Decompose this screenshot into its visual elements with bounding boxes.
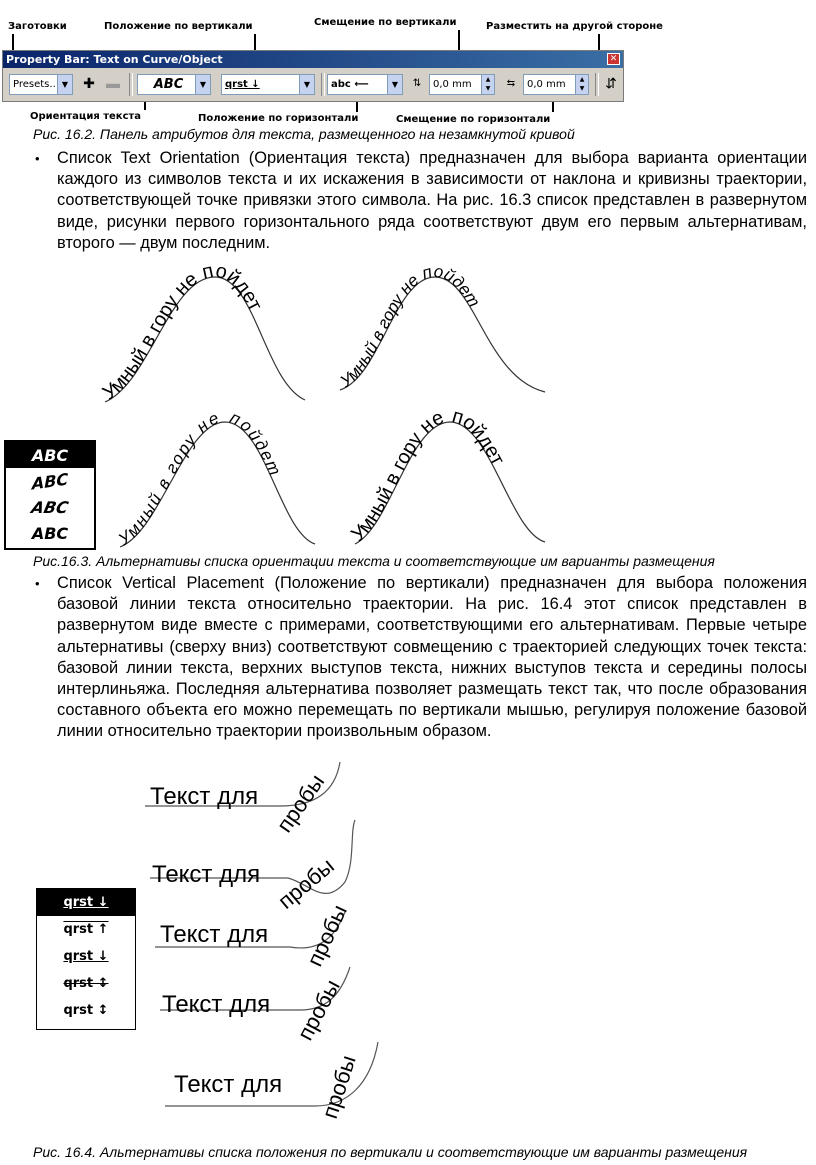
example-interline — [160, 967, 350, 1044]
paragraph-text-orientation: Список Text Orientation (Ориентация текста) предназначен для выбора варианта ориентации каждого из символов текста и их искажения в зависимости от наклона и кривизны траектории, соответствующей точке привязки этого символа. На рис. 16.3 список представлен в развернутом виде, рисунки первого горизонтального ряда соответствуют двум его первым альтернативам, второго — двум последним. — [57, 149, 807, 252]
vertical-placement-select[interactable] — [221, 74, 315, 95]
vertical-offset-value: 0,0 mm — [433, 79, 472, 90]
label-horizontal-placement: Положение по горизонтали — [198, 113, 359, 124]
vertical-offset-input[interactable] — [429, 74, 495, 95]
chevron-down-icon[interactable]: ▼ — [195, 75, 210, 94]
chevron-down-icon[interactable]: ▼ — [299, 75, 314, 94]
label-presets: Заготовки — [8, 21, 67, 32]
text-orientation-list[interactable] — [4, 440, 96, 550]
svg-text:Текст для: Текст для — [174, 1071, 283, 1098]
horizontal-offset-input[interactable] — [523, 74, 589, 95]
vertical-placement-value: qrst ↓ — [225, 79, 260, 90]
orientation-option[interactable]: ABC — [31, 523, 69, 543]
bullet-icon: • — [35, 151, 40, 166]
orientation-option[interactable]: ABC — [31, 468, 69, 494]
label-horizontal-offset: Смещение по горизонтали — [396, 114, 551, 125]
chevron-down-icon[interactable]: ▼ — [387, 75, 402, 94]
window-title: Property Bar: Text on Curve/Object — [6, 53, 223, 66]
horizontal-placement-value: abc ⟵ — [331, 79, 369, 90]
paragraph-vertical-placement: Список Vertical Placement (Положение по вертикали) предназначен для выбора положения базовой линии текста относительно траектории. На рис. 16.4 этот список представлен в развернутом виде вместе с примерами, соответствующими его альтернативам. Первые четыре альтернативы (сверху вниз) соответствуют совмещению с траекторией следующих точек текста: базовой линии текста, верхних выступов текста, нижних выступов текста и середины полосы интерлиньяжа. Последняя альтернатива позволяет размещать текст так, что после образования составного объекта его можно перемещать по вертикали мышью, регулируя положение базовой линии относительно траектории произвольным образом. — [57, 574, 807, 741]
svg-text:Текст для: Текст для — [162, 991, 271, 1018]
toolbar-separator — [321, 73, 325, 96]
svg-text:пробы: пробы — [273, 853, 339, 914]
example-ascender — [150, 820, 355, 914]
label-text-orientation: Ориентация текста — [30, 111, 142, 122]
svg-text:Текст для: Текст для — [150, 783, 259, 810]
vertical-option[interactable]: qrst ↓ — [63, 949, 109, 964]
place-other-side-button[interactable]: ⇵ — [601, 74, 621, 95]
example-baseline — [145, 762, 340, 837]
presets-select[interactable] — [9, 74, 73, 95]
vertical-option[interactable]: qrst ↓ — [37, 889, 135, 916]
label-place-other-side: Разместить на другой стороне — [486, 21, 663, 32]
toolbar-separator — [595, 73, 599, 96]
bullet-icon: • — [35, 576, 40, 591]
label-vertical-placement: Положение по вертикали — [104, 21, 253, 32]
chevron-down-icon[interactable]: ▼ — [57, 75, 72, 94]
toolbar-separator — [129, 73, 133, 96]
horizontal-placement-select[interactable] — [327, 74, 403, 95]
vertical-option[interactable]: qrst ↕ — [63, 1003, 109, 1018]
vertical-option[interactable]: qrst ↑ — [63, 922, 109, 937]
label-vertical-offset: Смещение по вертикали — [314, 17, 457, 28]
remove-preset-icon[interactable]: ▬ — [103, 74, 123, 95]
property-bar-title — [3, 51, 623, 68]
curve-text-upright: Умный в гору не пойдет — [347, 404, 509, 547]
figure-16-2-caption: Рис. 16.2. Панель атрибутов для текста, размещенного на незамкнутой кривой — [33, 126, 575, 142]
orientation-option[interactable]: ABC — [29, 497, 71, 517]
vertical-option[interactable]: qrst ↕ — [63, 976, 109, 991]
add-preset-icon[interactable]: ✚ — [79, 74, 99, 95]
orientation-option[interactable]: ABC — [6, 442, 94, 468]
horizontal-offset-value: 0,0 mm — [527, 79, 566, 90]
text-orientation-examples — [90, 262, 560, 552]
presets-value: Presets.. — [13, 79, 56, 90]
figure-16-3-caption: Рис.16.3. Альтернативы списка ориентации текста и соответствующие им варианты размещения — [33, 553, 715, 569]
vertical-offset-icon: ⇅ — [407, 74, 427, 95]
svg-text:Текст для: Текст для — [152, 861, 261, 888]
curve-text-rotate: Умный в гору не пойдет — [98, 262, 267, 405]
vertical-placement-examples — [140, 762, 400, 1122]
svg-text:пробы: пробы — [301, 900, 352, 971]
spinner-arrows-icon[interactable]: ▲ ▼ — [481, 75, 494, 94]
example-descender — [155, 901, 352, 970]
orientation-select[interactable] — [137, 74, 211, 95]
svg-text:пробы: пробы — [316, 1052, 361, 1122]
curve-text-skew-horizontal: Умный в гору не пойдет — [114, 406, 286, 549]
figure-16-4-caption: Рис. 16.4. Альтернативы списка положения по вертикали и соответствующие им варианты размещения — [33, 1144, 748, 1160]
vertical-placement-list[interactable] — [36, 888, 136, 1030]
spinner-arrows-icon[interactable]: ▲ ▼ — [575, 75, 588, 94]
close-icon[interactable]: ✕ — [607, 53, 620, 65]
svg-text:пробы: пробы — [271, 769, 330, 837]
example-free — [165, 1042, 378, 1122]
property-bar — [2, 50, 624, 102]
svg-text:Текст для: Текст для — [160, 921, 269, 948]
horizontal-offset-icon: ⇆ — [501, 74, 521, 95]
curve-text-skew-vertical: Умный в гору не пойдет — [336, 262, 484, 392]
orientation-value: ABC — [153, 77, 184, 92]
svg-text:пробы: пробы — [292, 975, 345, 1045]
